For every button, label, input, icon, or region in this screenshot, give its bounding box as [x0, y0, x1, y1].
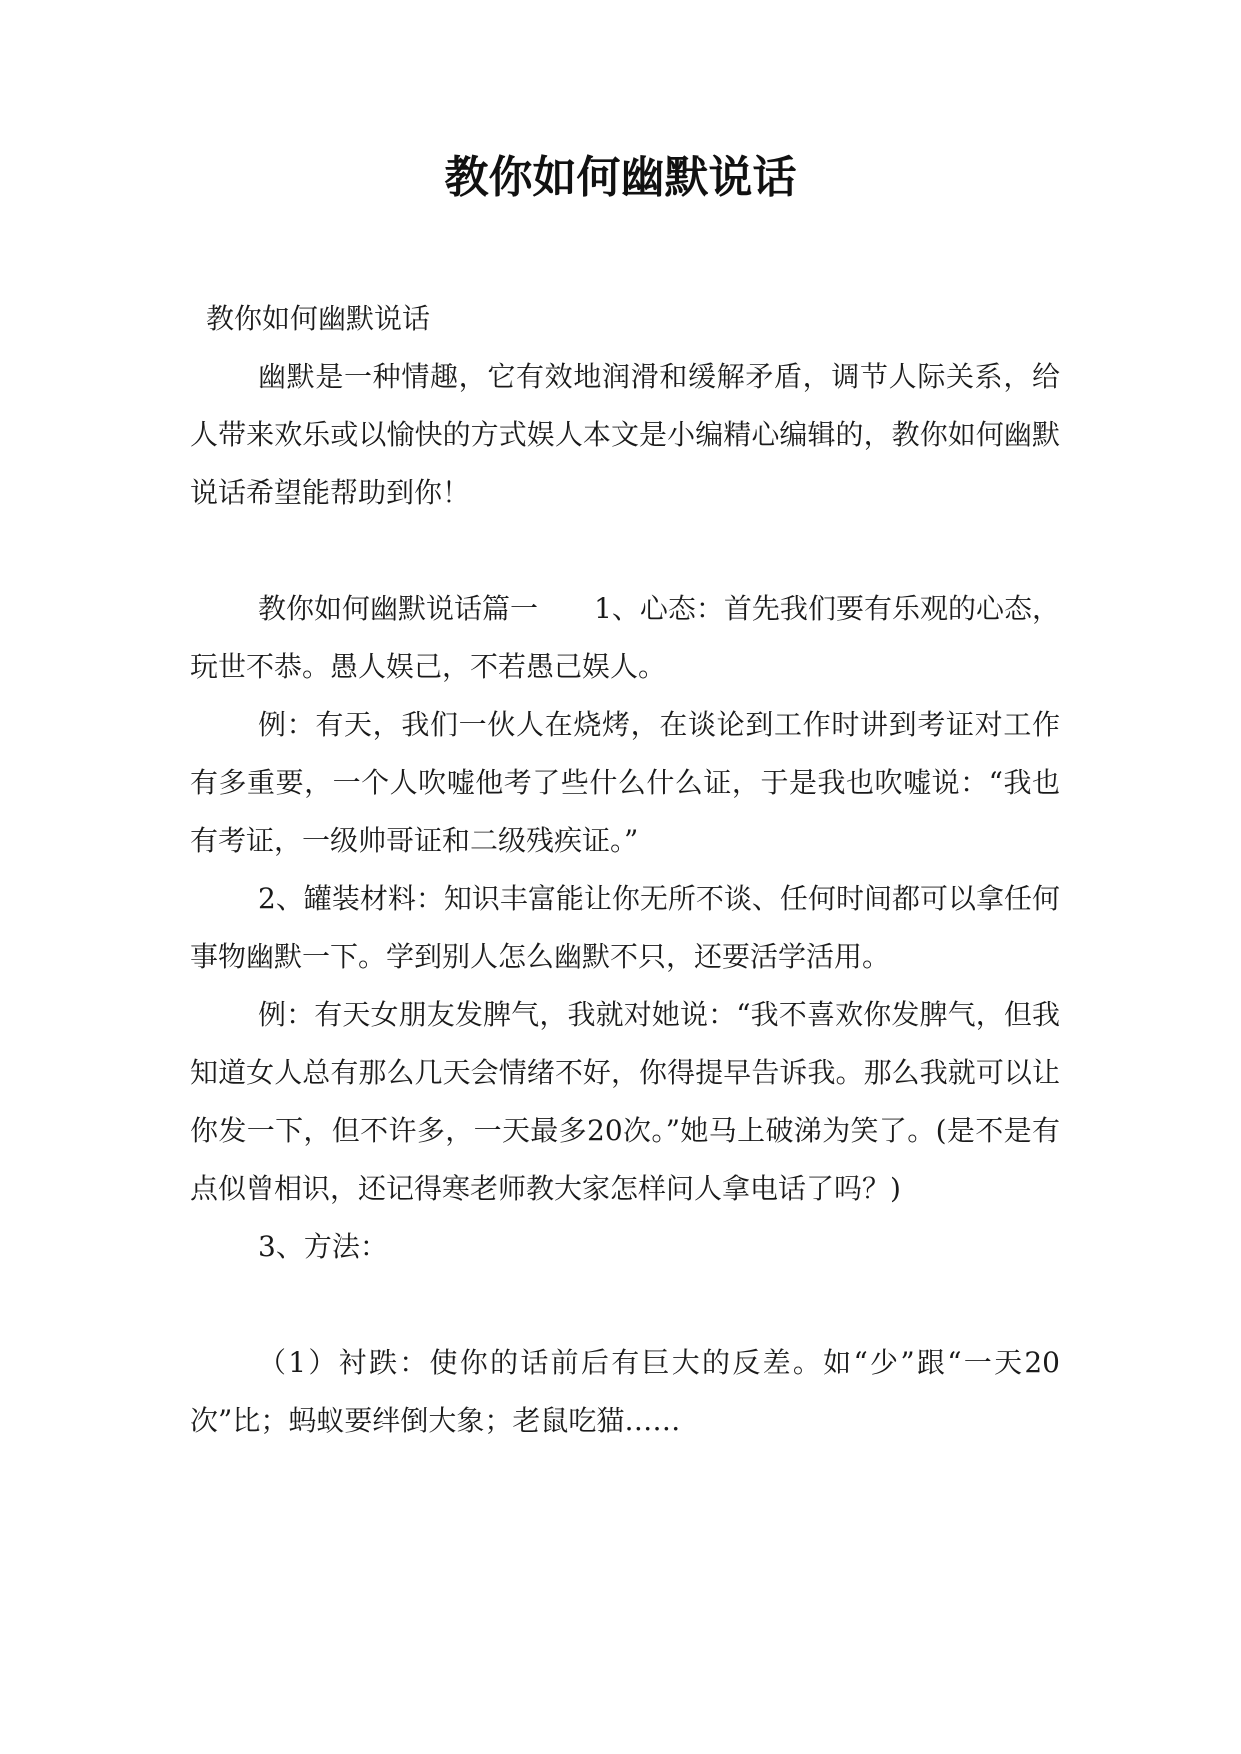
document-body	[190, 290, 1060, 1450]
section-one-paragraph: 教你如何幽默说话篇一 1、心态：首先我们要有乐观的心态，玩世不恭。愚人娱己，不若愚己娱人。	[190, 592, 1060, 683]
canned-material-paragraph: 2、罐装材料：知识丰富能让你无所不谈、任何时间都可以拿任何事物幽默一下。学到别人怎么幽默不只，还要活学活用。	[190, 882, 1060, 973]
example-one-paragraph: 例：有天，我们一伙人在烧烤，在谈论到工作时讲到考证对工作有多重要，一个人吹嘘他考了些什么什么证，于是我也吹嘘说：“我也有考证，一级帅哥证和二级残疾证。”	[190, 708, 1060, 857]
contrast-method-paragraph: （1）衬跌：使你的话前后有巨大的反差。如“少”跟“一天20次”比；蚂蚁要绊倒大象；老鼠吃猫……	[190, 1346, 1060, 1437]
document-subtitle: 教你如何幽默说话	[206, 302, 431, 335]
paragraph-gap	[190, 522, 1060, 580]
intro-paragraph: 幽默是一种情趣，它有效地润滑和缓解矛盾，调节人际关系，给人带来欢乐或以愉快的方式娱人本文是小编精心编辑的，教你如何幽默说话希望能帮助到你！	[190, 360, 1060, 509]
document-title: 教你如何幽默说话	[444, 152, 797, 203]
example-two-paragraph: 例：有天女朋友发脾气，我就对她说：“我不喜欢你发脾气，但我知道女人总有那么几天会情绪不好，你得提早告诉我。那么我就可以让你发一下，但不许多，一天最多20次。”她马上破涕为笑了。(是不是有点似曾相识，还记得寒老师教大家怎样问人拿电话了吗？)	[190, 998, 1060, 1205]
method-heading: 3、方法：	[258, 1230, 388, 1263]
paragraph-gap	[190, 1276, 1060, 1334]
